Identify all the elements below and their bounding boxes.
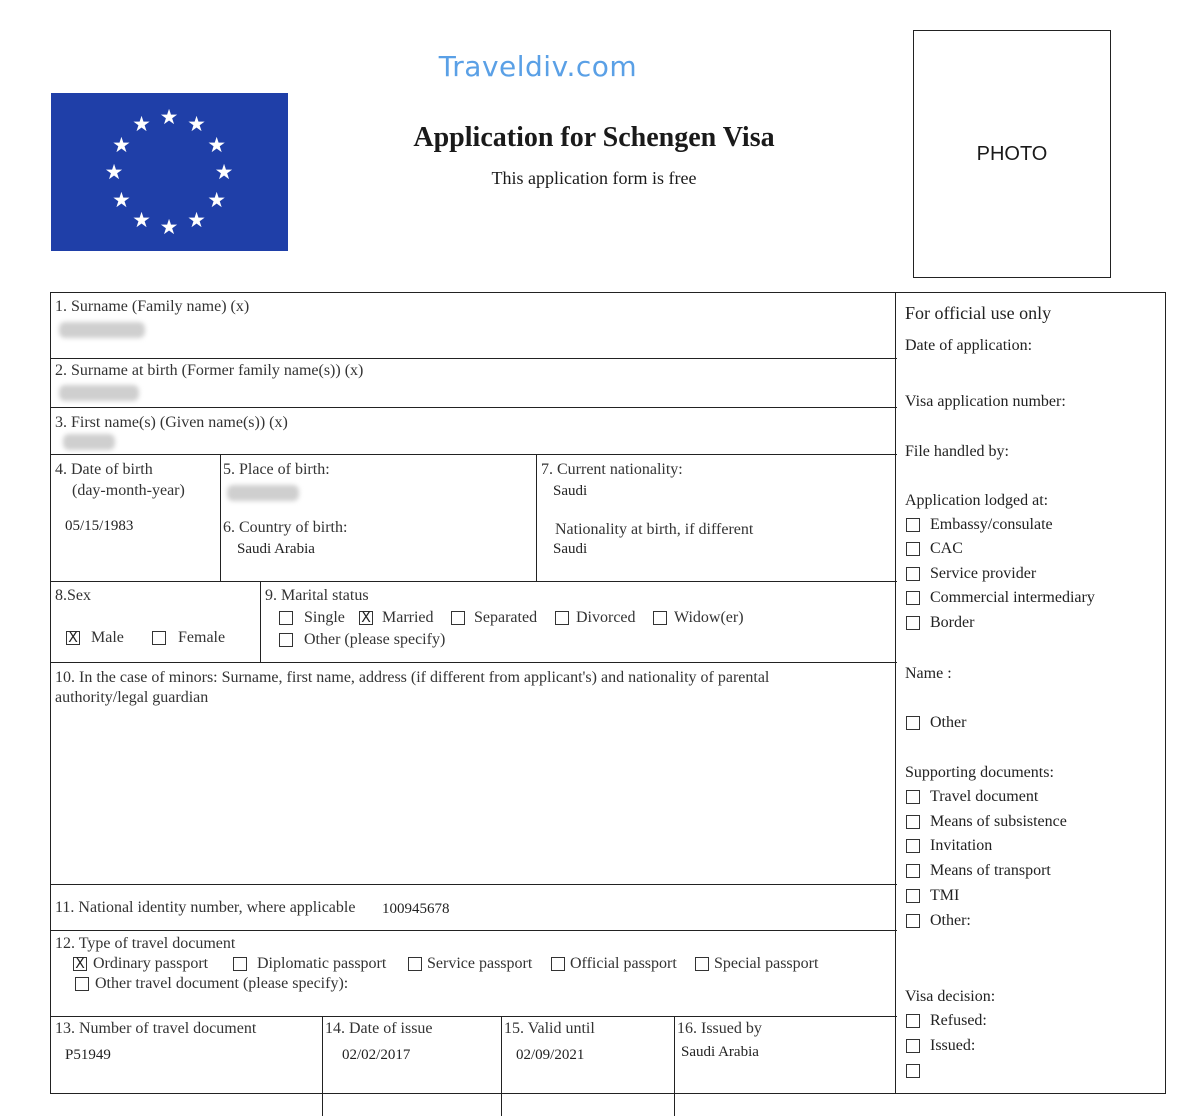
sex-female-label: Female [178,629,226,646]
national-id-value[interactable]: 100945678 [382,901,450,917]
support-transport-checkbox[interactable] [906,864,920,878]
support-tmi-checkbox[interactable] [906,889,920,903]
doc-ordinary-checkbox[interactable]: X [73,957,87,971]
marital-label: 9. Marital status [265,587,369,604]
support-other-label: Other: [930,912,971,929]
visa-app-number-label: Visa application number: [905,393,1066,410]
doc-official-label: Official passport [570,955,677,972]
doc-service-checkbox[interactable] [408,957,422,971]
support-travel-doc-label: Travel document [930,788,1039,805]
nationality-value[interactable]: Saudi [553,483,588,499]
nationality-birth-value[interactable]: Saudi [553,541,588,557]
support-subsistence-label: Means of subsistence [930,813,1067,830]
marital-married-checkbox[interactable]: X [359,611,373,625]
star-icon: ★ [159,105,179,129]
issue-date-value[interactable]: 02/02/2017 [342,1047,411,1063]
lodged-embassy-label: Embassy/consulate [930,516,1053,533]
star-icon: ★ [214,160,234,184]
photo-label: PHOTO [976,142,1048,165]
star-icon: ★ [111,187,131,212]
doc-other-checkbox[interactable] [75,977,89,991]
lodged-commercial-checkbox[interactable] [906,591,920,605]
marital-separated-checkbox[interactable] [451,611,465,625]
lodged-border-checkbox[interactable] [906,616,920,630]
star-icon: ★ [187,207,206,232]
lodged-cac-checkbox[interactable] [906,542,920,556]
issue-date-label: 14. Date of issue [325,1020,433,1037]
marital-single-checkbox[interactable] [279,611,293,625]
first-name-value-redacted[interactable] [63,434,115,450]
dob-value[interactable]: 05/15/1983 [65,518,134,534]
lodged-commercial-label: Commercial intermediary [930,589,1095,606]
star-icon: ★ [132,207,151,232]
marital-other-label: Other (please specify) [304,631,446,648]
surname-value-redacted[interactable] [59,322,145,338]
minors-label-line1: 10. In the case of minors: Surname, first name, address (if different from applicant's) and nationality of parental [55,669,770,686]
star-icon: ★ [111,132,131,157]
decision-issued-checkbox[interactable] [906,1039,920,1053]
pob-label: 5. Place of birth: [223,461,330,478]
marital-widow-checkbox[interactable] [653,611,667,625]
issued-by-label: 16. Issued by [677,1020,762,1037]
visa-decision-label: Visa decision: [905,988,996,1005]
star-icon: ★ [159,215,179,239]
doc-ordinary-label: Ordinary passport [93,955,209,972]
page-subtitle: This application form is free [491,168,697,188]
name-label: Name : [905,665,952,682]
sex-female-checkbox[interactable] [152,631,166,645]
official-heading: For official use only [905,303,1052,323]
support-other-checkbox[interactable] [906,914,920,928]
applicant-form [50,292,897,1094]
doc-number-value[interactable]: P51949 [65,1047,111,1063]
official-use-panel [895,292,1166,1094]
valid-until-label: 15. Valid until [504,1020,595,1037]
pob-value-redacted[interactable] [227,485,299,501]
decision-refused-label: Refused: [930,1012,987,1029]
sex-label: 8.Sex [55,587,91,604]
doc-diplomatic-label: Diplomatic passport [257,955,387,972]
other-checkbox[interactable] [906,716,920,730]
doc-other-label: Other travel document (please specify): [95,975,349,992]
watermark: Traveldiv.com [438,50,638,83]
marital-separated-label: Separated [474,609,538,626]
lodged-border-label: Border [930,614,975,631]
star-icon: ★ [187,112,206,137]
eu-flag [51,93,288,251]
marital-widow-label: Widow(er) [674,609,744,626]
doc-number-label: 13. Number of travel document [55,1020,257,1037]
support-invitation-label: Invitation [930,837,993,854]
doc-official-checkbox[interactable] [551,957,565,971]
marital-divorced-checkbox[interactable] [555,611,569,625]
decision-next-checkbox[interactable] [906,1064,920,1078]
star-icon: ★ [207,132,227,157]
photo-box[interactable] [913,30,1111,278]
travel-doc-label: 12. Type of travel document [55,935,236,952]
doc-special-checkbox[interactable] [695,957,709,971]
nationality-birth-label: Nationality at birth, if different [555,521,754,538]
sex-male-label: Male [91,629,124,646]
support-transport-label: Means of transport [930,862,1051,879]
surname-label: 1. Surname (Family name) (x) [55,298,250,315]
issued-by-value[interactable]: Saudi Arabia [681,1044,759,1060]
surname-birth-label: 2. Surname at birth (Former family name(s)) (x) [55,362,364,379]
doc-service-label: Service passport [427,955,533,972]
dob-format: (day-month-year) [72,482,185,499]
support-subsistence-checkbox[interactable] [906,815,920,829]
marital-single-label: Single [304,609,345,626]
lodged-service-provider-label: Service provider [930,565,1037,582]
dob-label: 4. Date of birth [55,461,153,478]
lodged-at-label: Application lodged at: [905,492,1049,509]
file-handled-label: File handled by: [905,443,1009,460]
marital-married-label: Married [382,609,434,626]
marital-divorced-label: Divorced [576,609,636,626]
support-invitation-checkbox[interactable] [906,839,920,853]
cob-label: 6. Country of birth: [223,519,348,536]
doc-diplomatic-checkbox[interactable] [233,957,247,971]
lodged-service-provider-checkbox[interactable] [906,567,920,581]
page-title: Application for Schengen Visa [413,122,775,153]
decision-issued-label: Issued: [930,1037,976,1054]
surname-birth-value-redacted[interactable] [59,385,139,401]
date-of-application-label: Date of application: [905,337,1033,354]
lodged-embassy-checkbox[interactable] [906,518,920,532]
support-tmi-label: TMI [930,887,960,904]
national-id-label: 11. National identity number, where applicable [55,899,356,916]
star-icon: ★ [104,160,124,184]
valid-until-value[interactable]: 02/09/2021 [516,1047,585,1063]
star-icon: ★ [132,112,151,137]
sex-male-checkbox[interactable]: X [66,631,80,645]
lodged-cac-label: CAC [930,540,963,557]
minors-label-line2: authority/legal guardian [55,689,209,706]
doc-special-label: Special passport [714,955,819,972]
cob-value[interactable]: Saudi Arabia [237,541,315,557]
supporting-docs-label: Supporting documents: [905,764,1054,781]
star-icon: ★ [207,187,227,212]
first-name-label: 3. First name(s) (Given name(s)) (x) [55,414,288,431]
support-travel-doc-checkbox[interactable] [906,790,920,804]
decision-refused-checkbox[interactable] [906,1014,920,1028]
nationality-label: 7. Current nationality: [541,461,683,478]
marital-other-checkbox[interactable] [279,633,293,647]
other-label: Other [930,714,967,731]
